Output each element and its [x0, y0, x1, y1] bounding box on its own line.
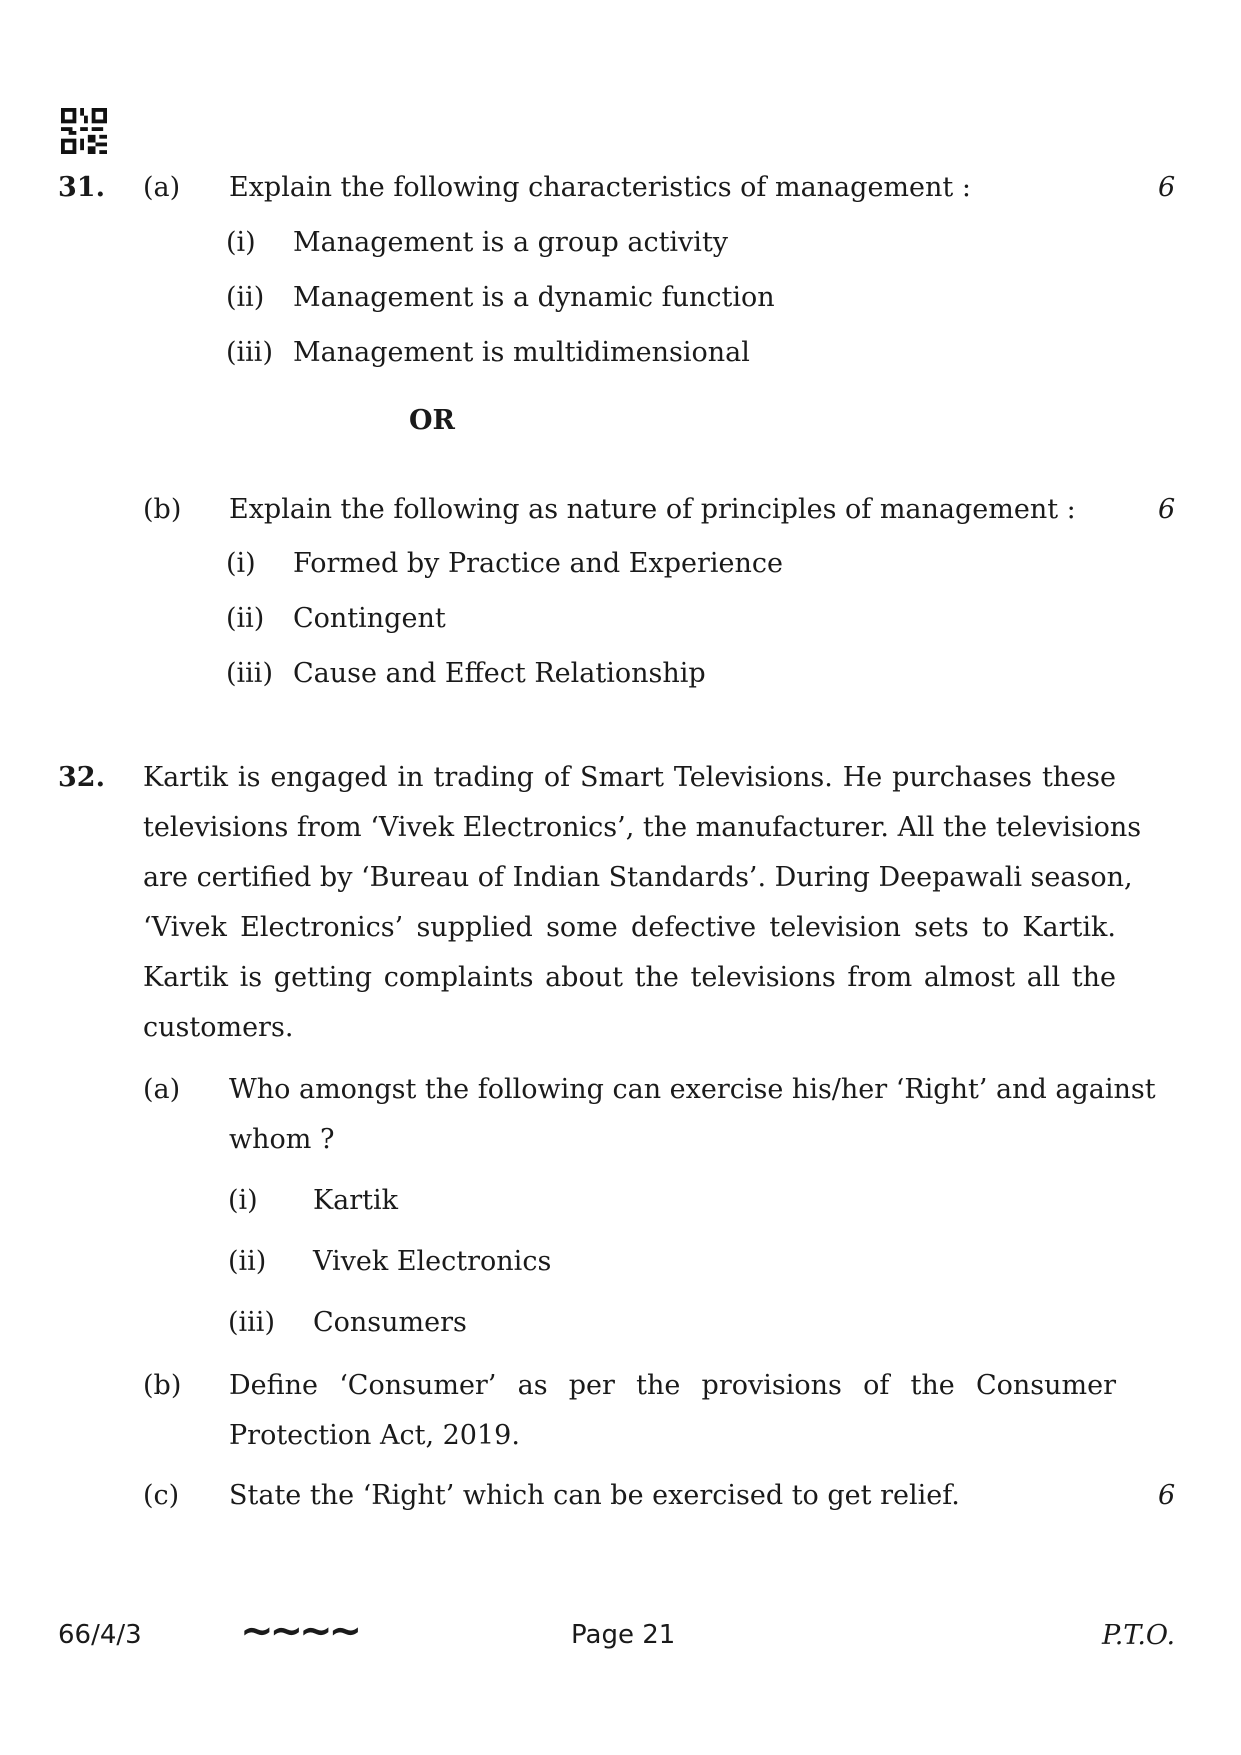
q31-a-item-label: (i) [226, 227, 256, 258]
q31-a-item-text: Management is multidimensional [293, 337, 750, 368]
paper-code: 66/4/3 [58, 1620, 142, 1650]
q31-b-item-text: Formed by Practice and Experience [293, 548, 784, 579]
q32-passage [143, 753, 1142, 1053]
q32-c-marks: 6 [1158, 1480, 1176, 1511]
q32-c-text: State the ‘Right’ which can be exercised to get relief. [229, 1480, 960, 1511]
q31-b-label: (b) [143, 494, 182, 525]
ornament: ∼∼∼∼ [240, 1608, 359, 1654]
question-31-number: 31. [58, 172, 105, 203]
q32-a-label: (a) [143, 1074, 181, 1105]
q32-a-stem [229, 1065, 1156, 1165]
q32-a-item-text: Consumers [313, 1307, 467, 1338]
q31-a-item-label: (ii) [226, 282, 265, 313]
pto-label: P.T.O. [1102, 1620, 1176, 1651]
q32-a-item-label: (i) [228, 1185, 258, 1216]
or-divider: OR [409, 405, 455, 436]
passage-line: customers. [143, 1012, 294, 1043]
question-32-number: 32. [58, 762, 105, 793]
q31-a-item-label: (iii) [226, 337, 273, 368]
q32-c-label: (c) [143, 1480, 180, 1511]
q32-a-line: whom ? [229, 1124, 335, 1155]
passage-line: Kartik is getting complaints about the televisions from almost all the [143, 962, 1116, 993]
qr-code-icon [60, 108, 108, 154]
q32-b-stem [229, 1361, 1116, 1461]
q32-b-line: Protection Act, 2019. [229, 1420, 520, 1451]
q31-b-item-label: (ii) [226, 603, 265, 634]
q31-b-item-text: Contingent [293, 603, 446, 634]
q31-a-item-text: Management is a dynamic function [293, 282, 775, 313]
q32-a-line: Who amongst the following can exercise his/her ‘Right’ and against [229, 1074, 1156, 1105]
passage-line: Kartik is engaged in trading of Smart Televisions. He purchases these [143, 762, 1116, 793]
q32-a-item-label: (iii) [228, 1307, 275, 1338]
passage-line: ‘Vivek Electronics’ supplied some defective television sets to Kartik. [143, 912, 1116, 943]
q31-a-label: (a) [143, 172, 181, 203]
q31-a-item-text: Management is a group activity [293, 227, 729, 258]
q32-a-item-text: Vivek Electronics [313, 1246, 552, 1277]
q31-b-marks: 6 [1158, 494, 1176, 525]
q31-b-stem: Explain the following as nature of principles of management : [229, 494, 1076, 525]
q31-a-stem: Explain the following characteristics of management : [229, 172, 971, 203]
page-number: Page 21 [571, 1620, 676, 1650]
q32-a-item-text: Kartik [313, 1185, 399, 1216]
q31-b-item-text: Cause and Effect Relationship [293, 658, 706, 689]
q32-a-item-label: (ii) [228, 1246, 267, 1277]
passage-line: televisions from ‘Vivek Electronics’, the manufacturer. All the televisions [143, 812, 1142, 843]
passage-line: are certified by ‘Bureau of Indian Standards’. During Deepawali season, [143, 862, 1133, 893]
q32-b-line: Define ‘Consumer’ as per the provisions of the Consumer [229, 1370, 1116, 1401]
q31-b-item-label: (i) [226, 548, 256, 579]
q31-b-item-label: (iii) [226, 658, 273, 689]
q32-b-label: (b) [143, 1370, 182, 1401]
q31-a-marks: 6 [1158, 172, 1176, 203]
